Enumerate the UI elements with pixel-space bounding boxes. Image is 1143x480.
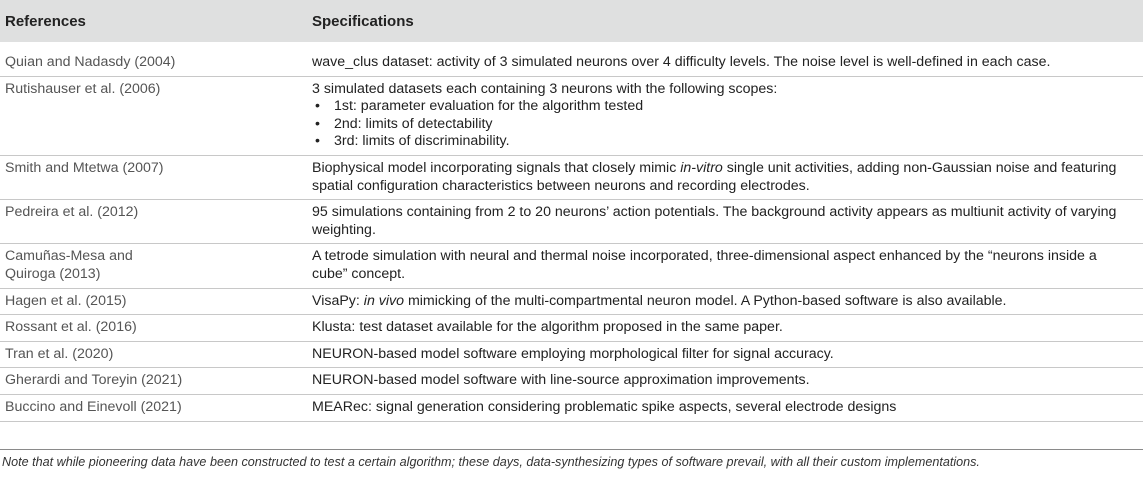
table-row <box>0 342 1143 369</box>
table-row <box>0 77 1143 156</box>
specification-cell: A tetrode simulation with neural and thermal noise incorporated, three-dimensional aspect enhanced by the “neurons inside a cube” concept. <box>312 248 1097 282</box>
specification-text: mimicking of the multi-compartmental neuron model. A Python-based software is also available. <box>404 292 1007 309</box>
reference-line: Quiroga (2013) <box>5 265 101 282</box>
reference-cell <box>0 244 312 287</box>
table-row <box>0 200 1143 244</box>
table-row <box>0 156 1143 200</box>
header-references: References <box>5 12 86 30</box>
specification-italic-term: in-vitro <box>680 159 723 176</box>
scope-list <box>312 98 1135 151</box>
reference-cell: Hagen et al. (2015) <box>5 292 127 309</box>
table-row <box>0 315 1143 342</box>
specification-cell <box>312 156 1143 199</box>
reference-cell: Rutishauser et al. (2006) <box>5 80 161 97</box>
specification-text: single unit activities, adding non-Gaussian noise and featuring spatial configuration characteristics between neurons and recording electrodes. <box>312 159 1117 194</box>
table-row <box>0 289 1143 316</box>
reference-cell: Smith and Mtetwa (2007) <box>5 159 164 176</box>
reference-cell: Tran et al. (2020) <box>5 345 114 362</box>
specification-italic-term: in vivo <box>363 292 405 309</box>
table-row <box>0 368 1143 395</box>
reference-cell: Quian and Nadasdy (2004) <box>5 54 176 70</box>
table-row <box>0 42 1143 77</box>
specification-text: VisaPy: <box>312 292 364 309</box>
table-header-row <box>0 0 1143 42</box>
specification-cell: wave_clus dataset: activity of 3 simulated neurons over 4 difficulty levels. The noise level is well-defined in each case. <box>312 54 1051 70</box>
specification-cell <box>312 289 1143 315</box>
reference-cell: Pedreira et al. (2012) <box>5 204 139 221</box>
table-row <box>0 395 1143 422</box>
table-bottom-rule <box>0 449 1143 450</box>
list-item: • 1st: parameter evaluation for the algorithm tested <box>312 98 1135 116</box>
specification-text: 3 simulated datasets each containing 3 neurons with the following scopes: <box>312 80 778 97</box>
reference-cell: Buccino and Einevoll (2021) <box>5 398 182 415</box>
header-specifications: Specifications <box>312 12 414 30</box>
specification-text: Biophysical model incorporating signals that closely mimic <box>312 159 681 176</box>
specification-cell: Klusta: test dataset available for the algorithm proposed in the same paper. <box>312 319 783 336</box>
table-body <box>0 42 1143 422</box>
specification-cell <box>312 77 1143 155</box>
reference-line: Camuñas-Mesa and <box>5 248 133 265</box>
specification-cell: MEARec: signal generation considering problematic spike aspects, several electrode designs <box>312 398 897 415</box>
reference-cell: Rossant et al. (2016) <box>5 319 137 336</box>
list-item: • 3rd: limits of discriminability. <box>312 133 1135 151</box>
table-footnote: Note that while pioneering data have been constructed to test a certain algorithm; these days, data-synthesizing types of software prevail, with all their custom implementations. <box>2 455 980 469</box>
list-item: • 2nd: limits of detectability <box>312 116 1135 134</box>
reference-cell: Gherardi and Toreyin (2021) <box>5 372 183 389</box>
table-row <box>0 244 1143 288</box>
specification-cell: NEURON-based model software with line-source approximation improvements. <box>312 372 810 389</box>
specification-cell: NEURON-based model software employing morphological filter for signal accuracy. <box>312 345 834 362</box>
specification-cell: 95 simulations containing from 2 to 20 neurons’ action potentials. The background activity appears as multiunit activity of varying weighting. <box>312 204 1117 238</box>
